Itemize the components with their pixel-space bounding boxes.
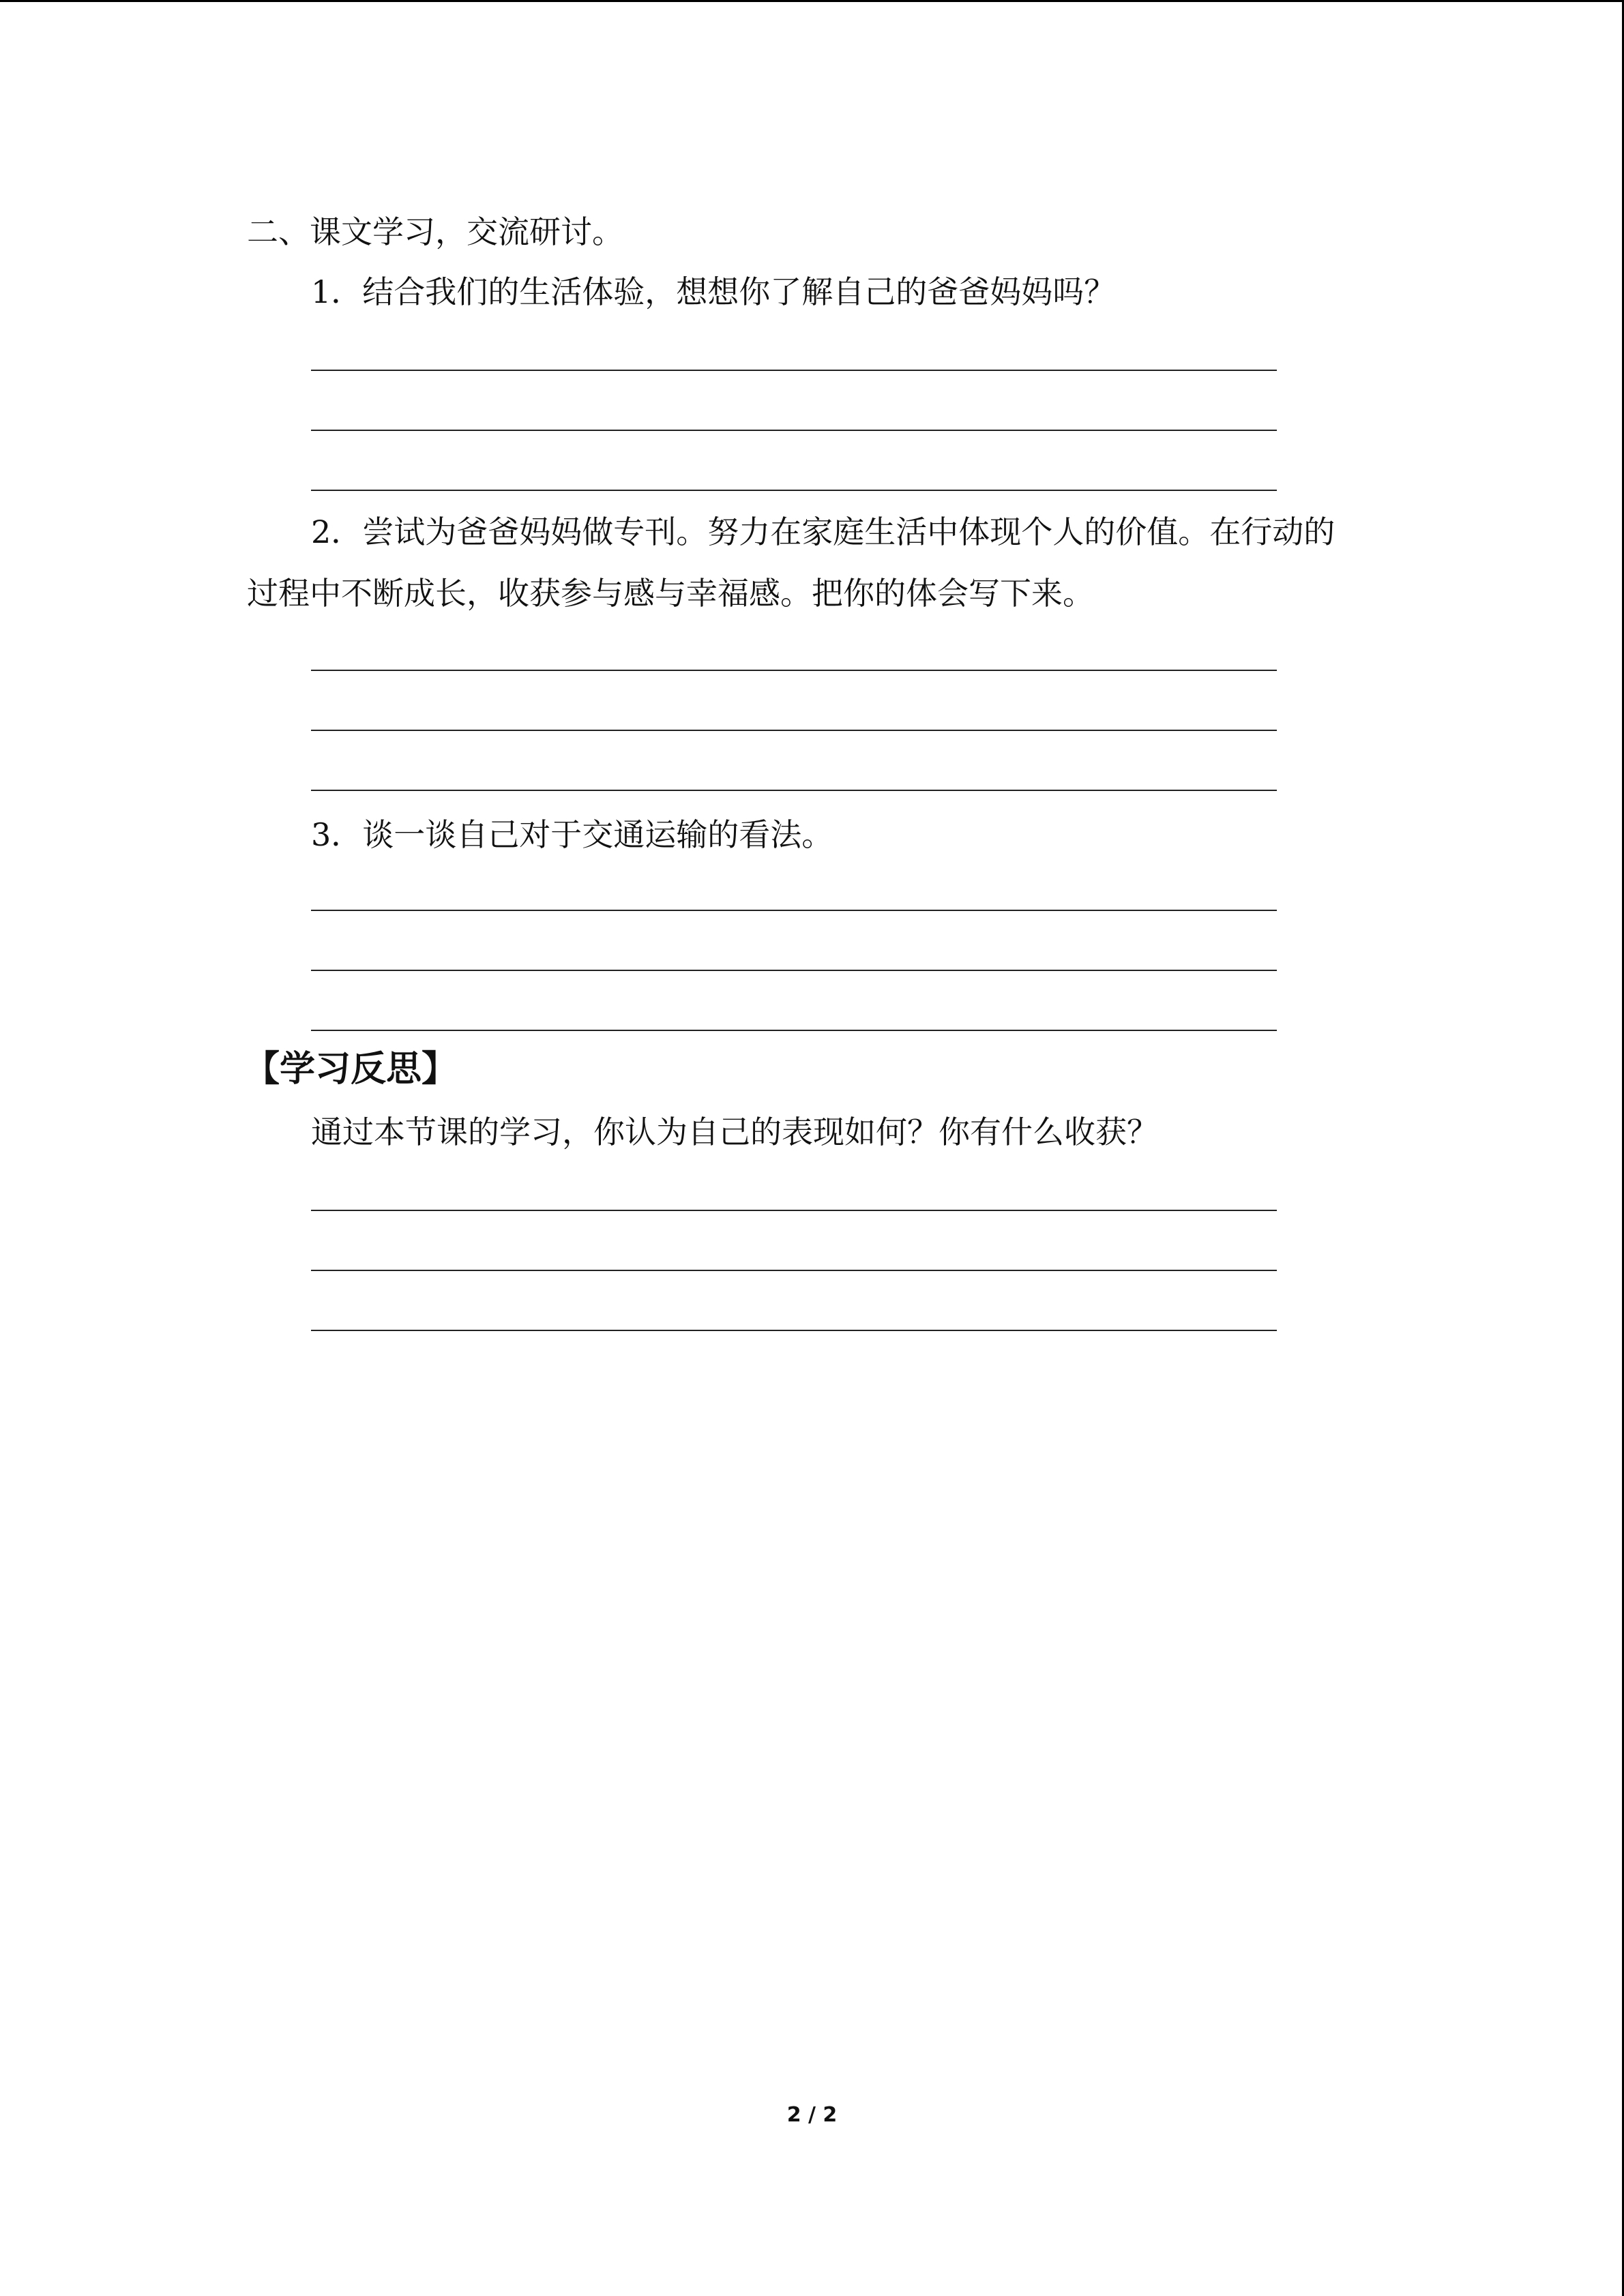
answer-line-reflection-2[interactable] xyxy=(311,1270,1277,1271)
reflection-prompt: 通过本节课的学习，你认为自己的表现如何？你有什么收获？ xyxy=(311,1114,1158,1150)
page-number: 2 / 2 xyxy=(786,2103,838,2127)
answer-line-reflection-1[interactable] xyxy=(311,1210,1277,1211)
answer-line-q1-2[interactable] xyxy=(311,430,1277,431)
answer-line-q1-1[interactable] xyxy=(311,370,1277,371)
question-1-text: 1．结合我们的生活体验，想想你了解自己的爸爸妈妈吗？ xyxy=(311,273,1116,310)
answer-line-q2-2[interactable] xyxy=(311,730,1277,731)
answer-line-q3-2[interactable] xyxy=(311,970,1277,971)
answer-line-q1-3[interactable] xyxy=(311,490,1277,491)
question-2-text-line-1: 2．尝试为爸爸妈妈做专刊。努力在家庭生活中体现个人的价值。在行动的 xyxy=(311,513,1335,550)
answer-line-reflection-3[interactable] xyxy=(311,1330,1277,1331)
answer-line-q3-1[interactable] xyxy=(311,910,1277,911)
answer-line-q2-3[interactable] xyxy=(311,790,1277,791)
answer-line-q3-3[interactable] xyxy=(311,1030,1277,1031)
section-heading: 二、课文学习，交流研讨。 xyxy=(247,213,623,250)
question-2-text-line-2: 过程中不断成长，收获参与感与幸福感。把你的体会写下来。 xyxy=(247,575,1094,612)
answer-line-q2-1[interactable] xyxy=(311,670,1277,671)
reflection-heading: 【学习反思】 xyxy=(244,1049,458,1090)
question-3-text: 3．谈一谈自己对于交通运输的看法。 xyxy=(311,816,833,853)
